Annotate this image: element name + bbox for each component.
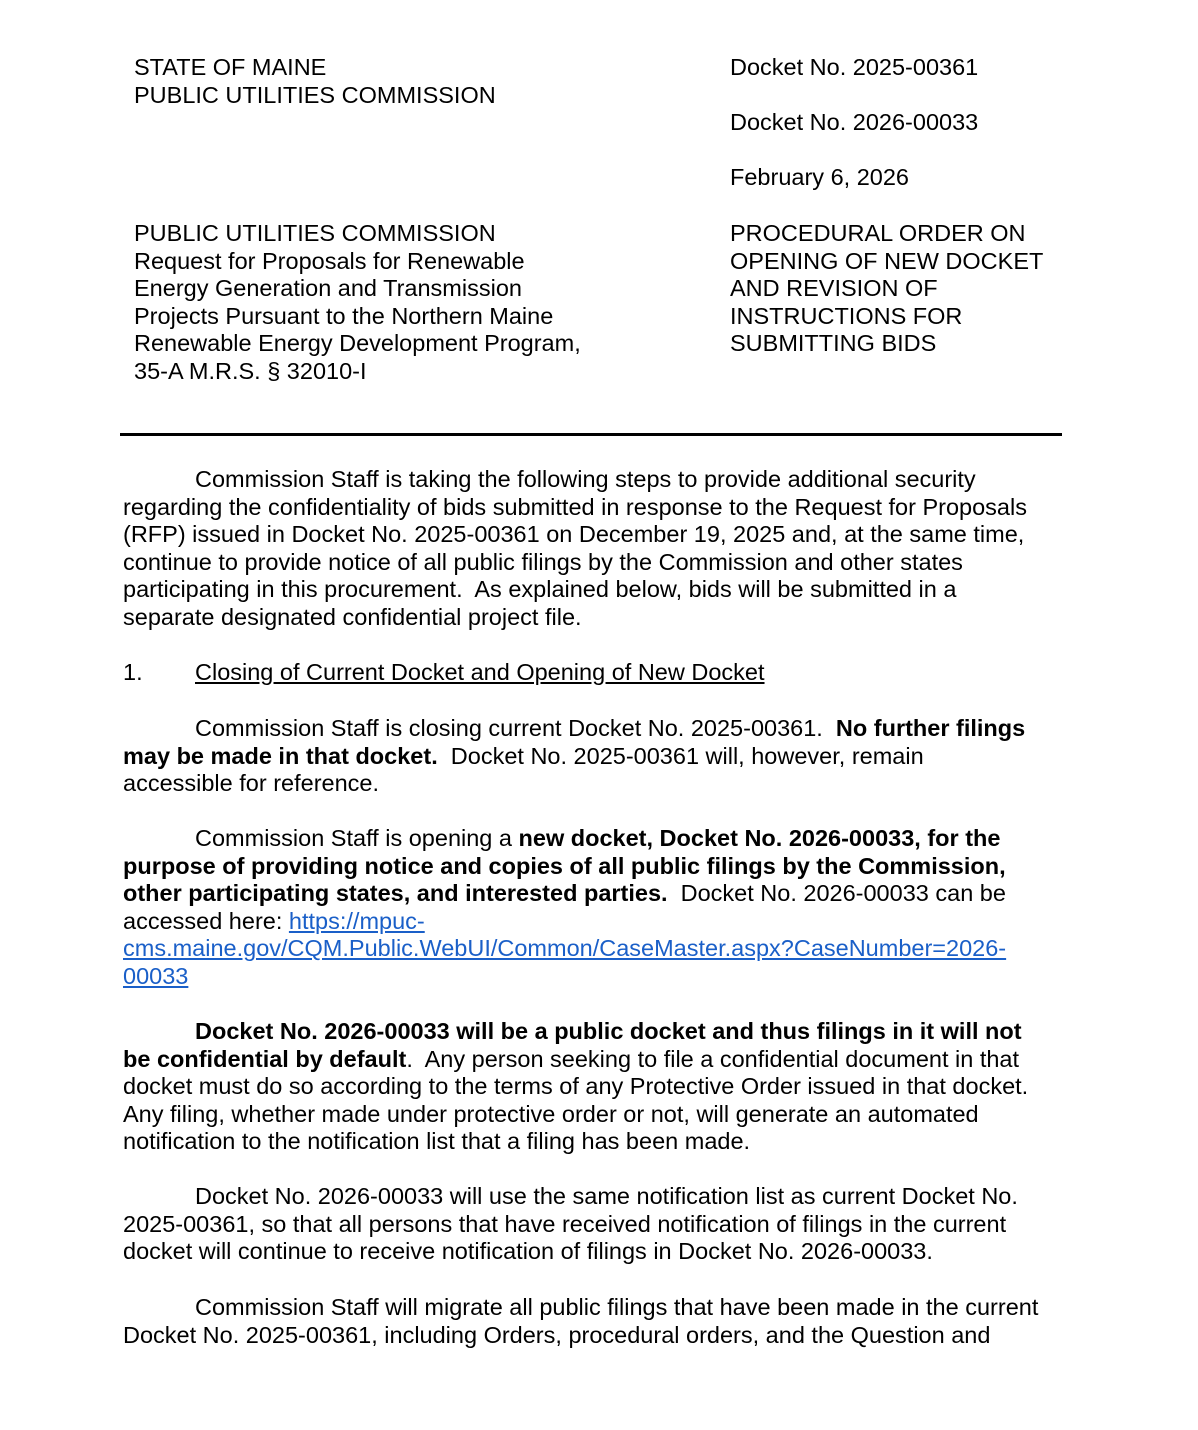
text-line: Docket No. 2025-00361, including Orders, procedural orders, and the Question and [123,1321,991,1348]
bold-text: may be made in that docket. [123,742,438,769]
caption-line: Energy Generation and Transmission [134,275,522,302]
section-title: Closing of Current Docket and Opening of New Docket [195,659,765,685]
agency-line: STATE OF MAINE [134,54,327,80]
caption-line: Renewable Energy Development Program, [134,330,581,357]
docket-number-1: Docket No. 2025-00361 [730,54,979,80]
text: . Any person seeking to file a confidential document in that [406,1045,1020,1072]
agency-line: PUBLIC UTILITIES COMMISSION [134,81,496,108]
text-line: regarding the confidentiality of bids submitted in response to the Request for Proposals [123,493,1027,520]
caption-line: 35-A M.R.S. § 32010-I [134,357,367,384]
paragraph-intro [123,466,1027,632]
text-line: separate designated confidential project file. [123,603,582,630]
text-line: Docket No. 2026-00033 will use the same notification list as current Docket No. [195,1183,1018,1209]
text-line: accessible for reference. [123,770,380,797]
text-line: docket must do so according to the terms of any Protective Order issued in that docket. [123,1073,1029,1100]
bold-text: Docket No. 2026-00033 will be a public docket and thus filings in it will not [195,1018,1022,1044]
bold-text: be confidential by default [123,1045,407,1072]
title-line: INSTRUCTIONS FOR [730,302,963,329]
title-line: PROCEDURAL ORDER ON [730,220,1026,246]
docket-info [730,54,978,192]
caption-line: Projects Pursuant to the Northern Maine [134,302,554,329]
paragraph-closing [123,715,1025,798]
docket-link[interactable]: https://mpuc- [288,907,425,934]
text-line: continue to provide notice of all public filings by the Commission and other states [123,548,963,575]
text-line: notification to the notification list that a filing has been made. [123,1128,751,1155]
bold-text: purpose of providing notice and copies of all public filings by the Commission, [123,852,1006,879]
bold-text: new docket, Docket No. 2026-00033, for the [518,825,1001,851]
section-number: 1. [123,659,143,685]
text-line: Commission Staff will migrate all public filings that have been made in the current [195,1294,1039,1320]
docket-link[interactable]: cms.maine.gov/CQM.Public.WebUI/Common/CaseMaster.aspx?CaseNumber=2026- [123,935,1007,962]
docket-number-2: Docket No. 2026-00033 [730,109,979,136]
paragraph-notification [123,1183,1018,1266]
bold-text: other participating states, and interested parties. [123,880,668,907]
text: Commission Staff is closing current Docket No. 2025-00361. [195,715,836,741]
caption-line: Request for Proposals for Renewable [134,247,525,274]
section-heading [123,659,765,687]
docket-link[interactable]: 00033 [123,962,189,989]
text: Docket No. 2026-00033 can be [667,880,1006,907]
title-line: AND REVISION OF [730,275,938,302]
title-line: SUBMITTING BIDS [730,330,937,357]
paragraph-public-docket [123,1018,1028,1156]
text-line: Commission Staff is taking the following steps to provide additional security [195,466,976,492]
paragraph-opening [123,825,1006,991]
text-line: (RFP) issued in Docket No. 2025-00361 on December 19, 2025 and, at the same time, [123,521,1025,548]
order-title [730,220,1043,358]
bold-text: No further filings [835,715,1026,741]
caption-line: PUBLIC UTILITIES COMMISSION [134,220,496,246]
text: Commission Staff is opening a [195,825,519,851]
text: Docket No. 2025-00361 will, however, remain [437,742,924,769]
text-line: docket will continue to receive notification of filings in Docket No. 2026-00033. [123,1238,933,1265]
paragraph-migration [123,1294,1038,1349]
title-line: OPENING OF NEW DOCKET [730,247,1044,274]
divider-rule [120,433,1062,436]
case-caption [134,220,581,386]
text: accessed here: [123,907,289,934]
order-date: February 6, 2026 [730,164,909,191]
text-line: participating in this procurement. As explained below, bids will be submitted in a [123,576,957,603]
text-line: 2025-00361, so that all persons that have received notification of filings in the current [123,1210,1007,1237]
text-line: Any filing, whether made under protective order or not, will generate an automated [123,1100,979,1127]
agency-heading [134,54,496,109]
